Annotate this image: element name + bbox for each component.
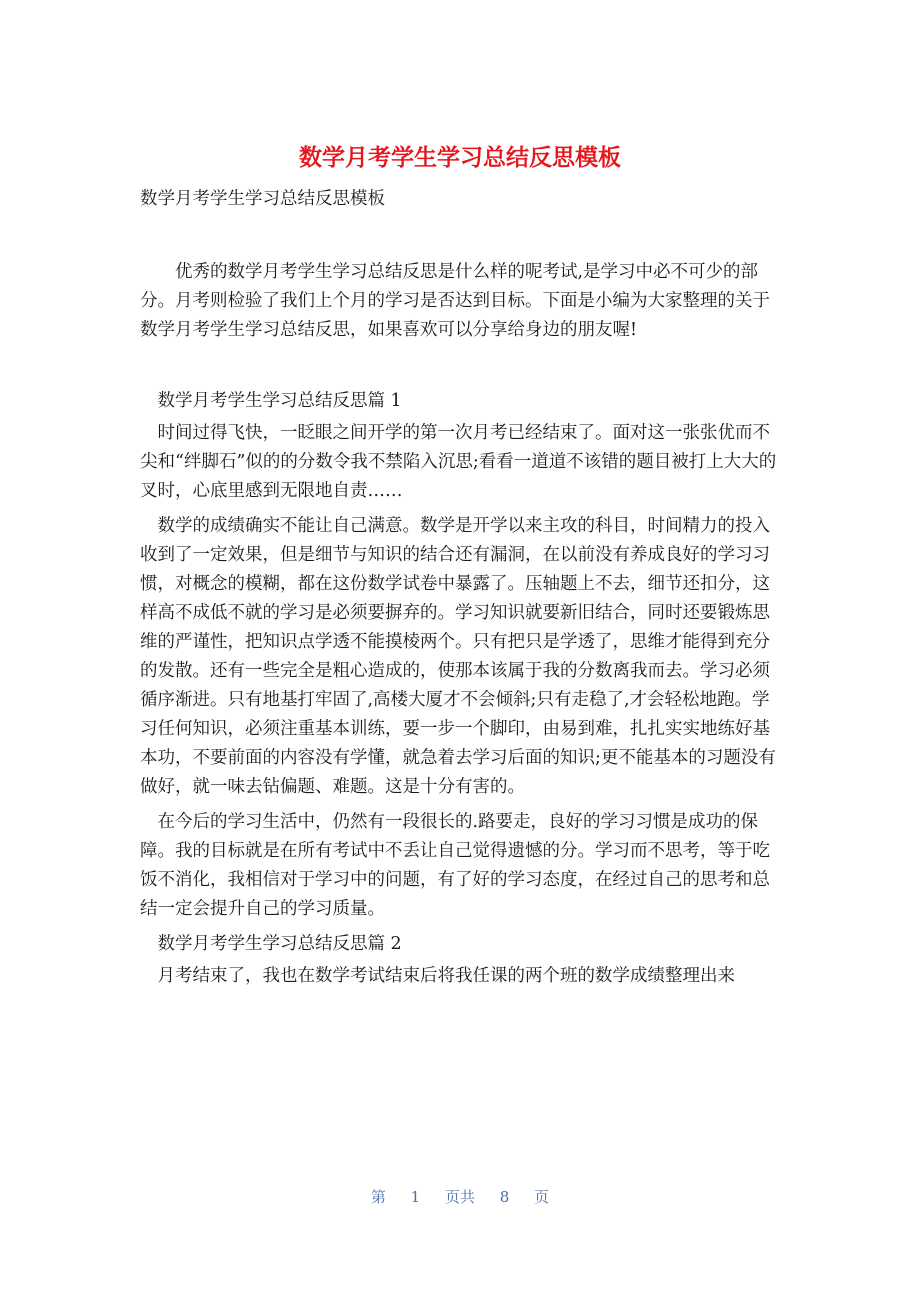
spacer <box>140 217 780 258</box>
body-paragraph: 在今后的学习生活中，仍然有一段很长的.路要走，良好的学习习惯是成功的保障。我的目标就是在所有考试中不丢让自己觉得遗憾的分。学习而不思考，等于吃饭不消化，我相信对于学习中的问题，有了好的学习态度，在经过自己的思考和总结一定会提升自己的学习质量。 <box>140 812 770 919</box>
document-subtitle: 数学月考学生学习总结反思模板 <box>140 189 385 209</box>
document-body <box>140 185 780 991</box>
section-heading-2: 数学月考学生学习总结反思篇 2 <box>157 934 402 954</box>
document-title: 数学月考学生学习总结反思模板 <box>299 145 621 171</box>
intro-paragraph: 优秀的数学月考学生学习总结反思是什么样的呢考试,是学习中必不可少的部分。月考则检验了我们上个月的学习是否达到目标。下面是小编为大家整理的关于数学月考学生学习总结反思，如果喜欢可以分享给身边的朋友喔! <box>140 262 770 340</box>
footer-total-pages: 8 <box>499 1188 510 1206</box>
page-footer <box>0 1186 920 1207</box>
footer-middle-label: 页共 <box>444 1188 475 1206</box>
body-paragraph: 时间过得飞快，一眨眼之间开学的第一次月考已经结束了。面对这一张张优而不尖和“绊脚石”似的的分数令我不禁陷入沉思;看看一道道不该错的题目被打上大大的叉时，心底里感到无限地自责…… <box>140 423 777 501</box>
footer-page-label: 第 <box>370 1188 386 1206</box>
spacer <box>140 345 780 387</box>
section-heading-1: 数学月考学生学习总结反思篇 1 <box>157 391 402 411</box>
footer-current-page: 1 <box>410 1188 421 1206</box>
footer-end-label: 页 <box>534 1188 550 1206</box>
body-paragraph: 数学的成绩确实不能让自己满意。数学是开学以来主攻的科目，时间精力的投入收到了一定效果，但是细节与知识的结合还有漏洞，在以前没有养成良好的学习习惯，对概念的模糊，都在这份数学试卷中暴露了。压轴题上不去，细节还扣分，这样高不成低不就的学习是必须要摒弃的。学习知识就要新旧结合，同时还要锻炼思维的严谨性，把知识点学透不能摸棱两个。只有把只是学透了，思维才能得到充分的发散。还有一些完全是粗心造成的，使那本该属于我的分数离我而去。学习必须循序渐进。只有地基打牢固了,高楼大厦才不会倾斜;只有走稳了,才会轻松地跑。学习任何知识，必须注重基本训练，要一步一个脚印，由易到难，扎扎实实地练好基本功，不要前面的内容没有学懂，就急着去学习后面的知识;更不能基本的习题没有做好，就一味去钻偏题、难题。这是十分有害的。 <box>140 516 776 797</box>
body-paragraph: 月考结束了，我也在数学考试结束后将我任课的两个班的数学成绩整理出来 <box>157 966 735 986</box>
